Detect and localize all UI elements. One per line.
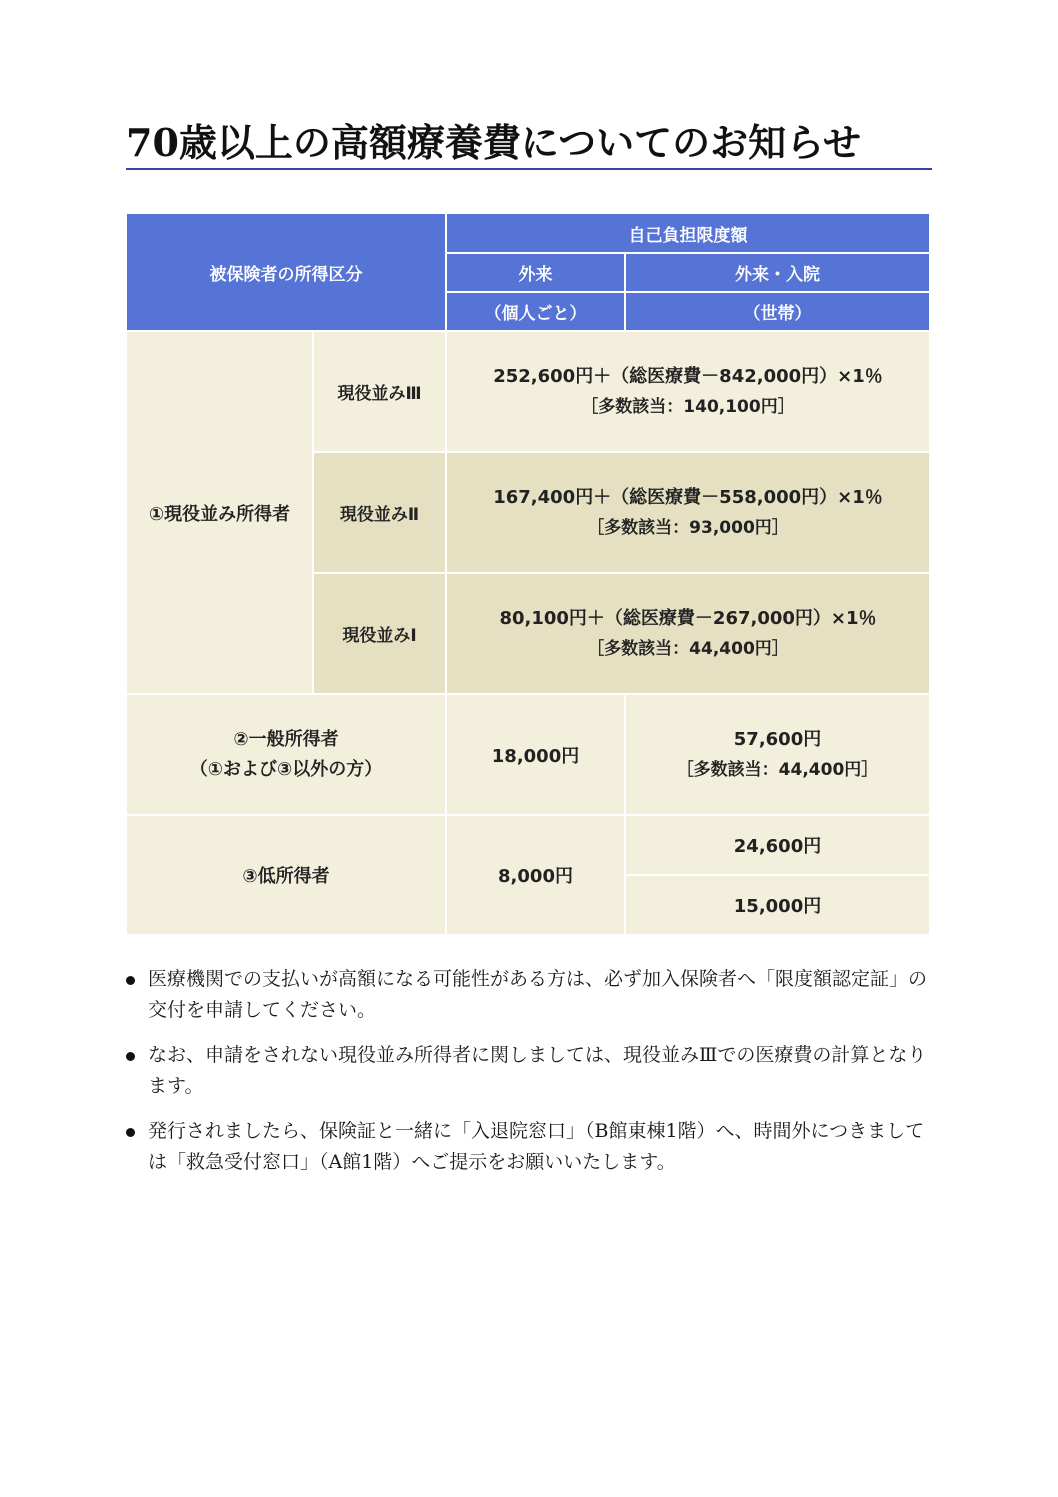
tier-label-3: 現役並みⅢ: [314, 332, 445, 451]
header-per-person: （個人ごと）: [447, 293, 624, 330]
note-text: 医療機関での支払いが高額になる可能性がある方は、必ず加入保険者へ「限度額認定証」の交付を申請してください。: [148, 968, 928, 1021]
note-text: 発行されましたら、保険証と一緒に「入退院窓口」（B館東棟1階）へ、時間外につきましては「救急受付窓口」（A館1階）へご提示をお願いいたします。: [148, 1120, 925, 1173]
tier-multiple-1: ［多数該当：44,400円］: [587, 638, 789, 659]
tier-limit-3: [447, 332, 929, 451]
low-income-outpatient-limit: 8,000円: [447, 816, 624, 934]
copay-limit-table: [125, 212, 931, 936]
general-label-line2: （①および③以外の方）: [189, 758, 383, 780]
tier-formula-3: 252,600円＋（総医療費－842,000円）×1％: [493, 365, 883, 387]
note-item: [126, 1116, 936, 1178]
tier-limit-1: [447, 574, 929, 693]
note-item: [126, 964, 936, 1026]
note-item: [126, 1040, 936, 1102]
general-outpatient-limit: 18,000円: [447, 695, 624, 814]
tier-formula-2: 167,400円＋（総医療費－558,000円）×1％: [493, 486, 883, 508]
bullet-icon: [126, 1052, 135, 1061]
bullet-icon: [126, 1128, 135, 1137]
general-household-limit: [626, 695, 929, 814]
tier-multiple-2: ［多数該当：93,000円］: [587, 517, 789, 538]
low-income-household-limit-2: 15,000円: [626, 876, 929, 934]
tier-limit-2: [447, 453, 929, 572]
tier-label-1: 現役並みⅠ: [314, 574, 445, 693]
group-general-income-label: [127, 695, 445, 814]
group-active-income-label: ①現役並み所得者: [127, 332, 312, 693]
header-per-household: （世帯）: [626, 293, 929, 330]
low-income-household-limit-1: 24,600円: [626, 816, 929, 874]
general-household-amount: 57,600円: [733, 728, 822, 750]
header-outpatient-inpatient: 外来・入院: [626, 254, 929, 291]
header-income-category: 被保険者の所得区分: [127, 214, 445, 330]
title-underline: [126, 168, 932, 170]
header-limit-amount: 自己負担限度額: [447, 214, 929, 252]
notes-list: [126, 964, 936, 1192]
bullet-icon: [126, 976, 135, 985]
general-household-multiple: ［多数該当：44,400円］: [676, 759, 879, 780]
group-low-income-label: ③低所得者: [127, 816, 445, 934]
header-outpatient: 外来: [447, 254, 624, 291]
tier-formula-1: 80,100円＋（総医療費－267,000円）×1％: [499, 607, 877, 629]
tier-label-2: 現役並みⅡ: [314, 453, 445, 572]
tier-multiple-3: ［多数該当：140,100円］: [581, 396, 795, 417]
general-label-line1: ②一般所得者: [233, 728, 339, 750]
page-title: 70歳以上の高額療養費についてのお知らせ: [126, 120, 861, 165]
note-text: なお、申請をされない現役並み所得者に関しましては、現役並みⅢでの医療費の計算となります。: [148, 1044, 927, 1097]
